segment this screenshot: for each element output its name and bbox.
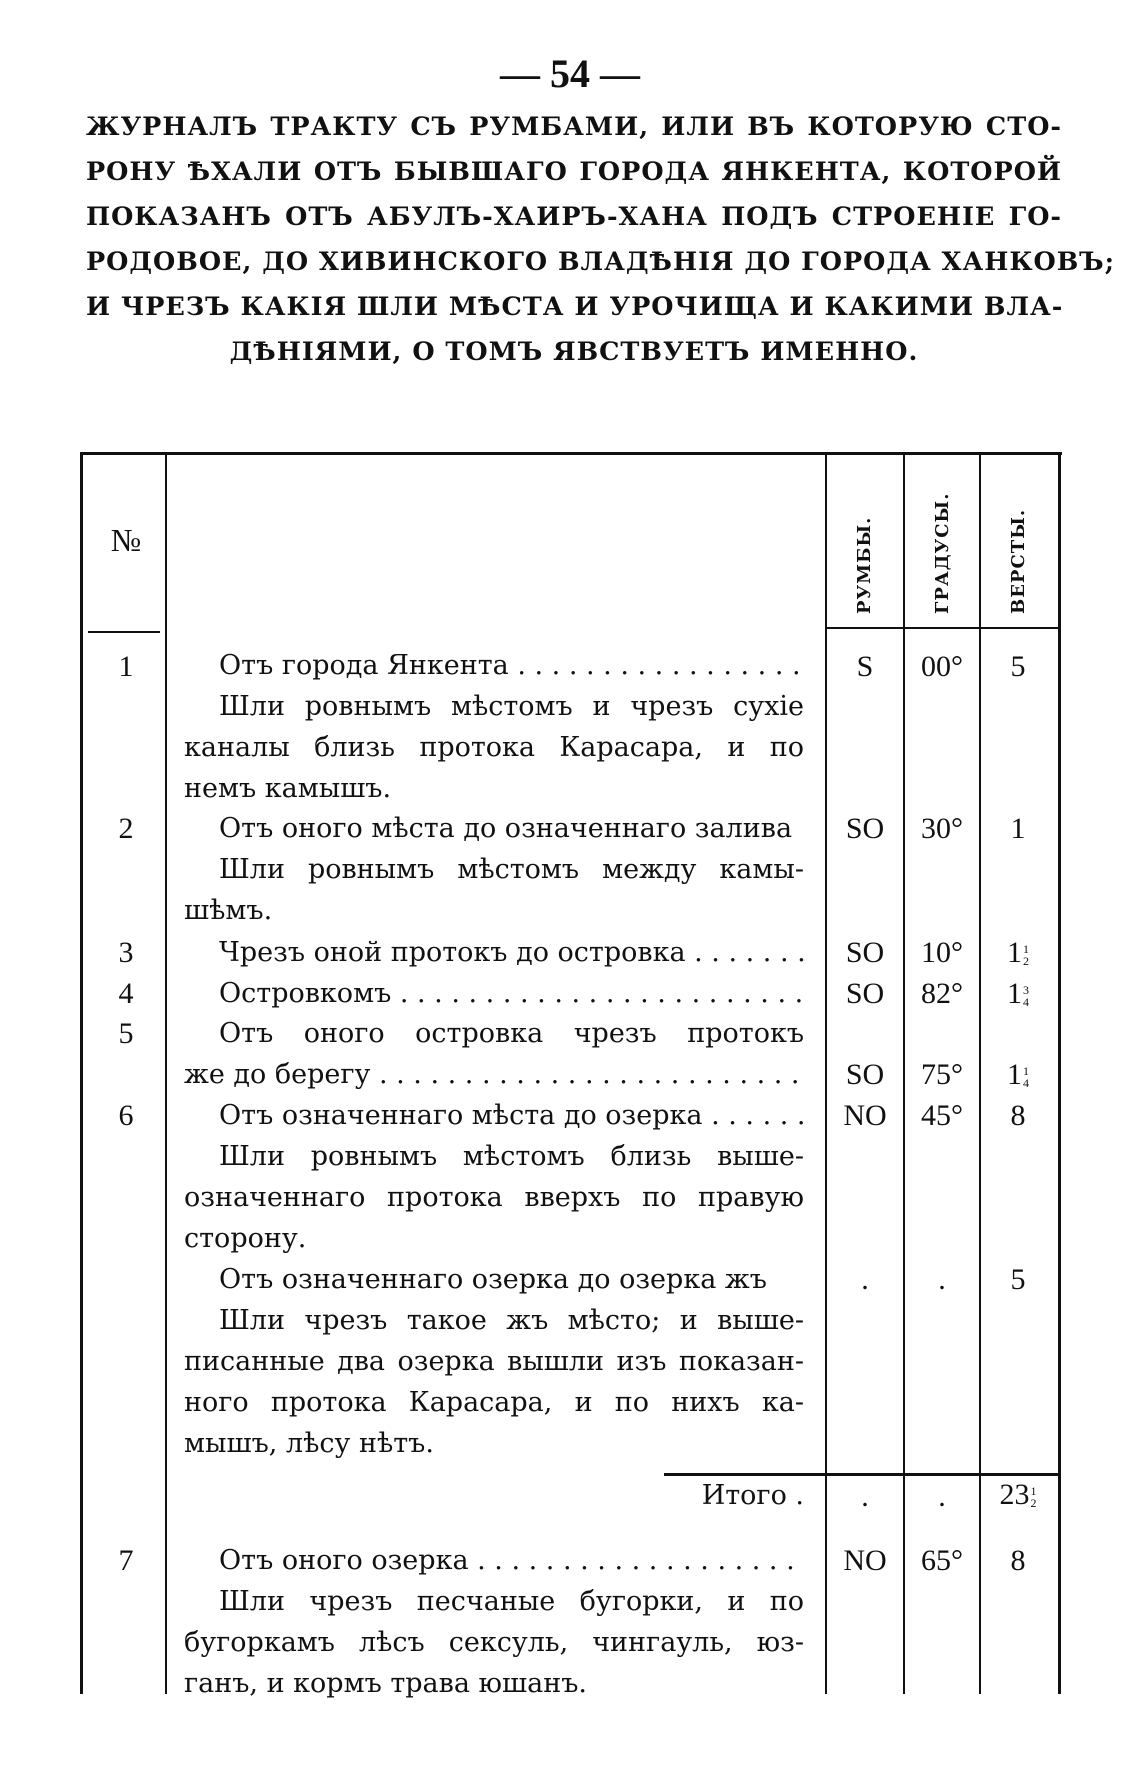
degrees-value: 45° — [921, 1099, 963, 1132]
entry-line: писанные два озерка вышли изъ показан- — [184, 1346, 804, 1377]
entry-lead: Отъ оного озерка . . . — [184, 1545, 804, 1576]
total-label: Итого . — [701, 1480, 804, 1511]
table-left-rule — [80, 452, 83, 1694]
entry-lead: Отъ означеннаго мѣста до озерка . . . — [184, 1100, 804, 1131]
degrees-value: 82° — [921, 977, 963, 1010]
header-rumb: РУМБЫ. — [854, 516, 875, 614]
header-versts: ВЕРСТЫ. — [1008, 508, 1029, 614]
degrees-value: 00° — [921, 650, 963, 683]
entry-line: Шли ровнымъ мѣстомъ между камы- — [219, 854, 804, 885]
versts-fraction: 1 4 — [1023, 1064, 1029, 1091]
versts-value: 1 1 4 — [1007, 1058, 1029, 1091]
versts-fraction: 1 2 — [1023, 942, 1029, 969]
entry-lead: Островкомъ . . . — [184, 978, 804, 1009]
degrees-value: 30° — [921, 812, 963, 845]
rumb-value: SO — [845, 936, 885, 969]
total-rumb: . — [861, 1480, 869, 1513]
versts-value: 5 — [1010, 650, 1026, 683]
versts-value: 1 — [1010, 812, 1026, 845]
entry-number: 1 — [118, 650, 134, 683]
heading-line: РОДОВОЕ, ДО ХИВИНСКОГО ВЛАДѢНІЯ ДО ГОРОДА ХАНКОВЪ; — [86, 247, 1116, 277]
rumb-value: SO — [845, 1058, 885, 1091]
entry-line: ганъ, и кормъ трава юшанъ. — [184, 1668, 587, 1699]
entry-line: мышъ, лѣсу нѣтъ. — [184, 1428, 434, 1459]
versts-fraction: 1 2 — [1030, 1484, 1037, 1511]
entry-lead: же до берегу . . . — [184, 1059, 804, 1090]
versts-fraction: 3 4 — [1023, 983, 1029, 1010]
heading-line: ЖУРНАЛЪ ТРАКТУ СЪ РУМБАМИ, ИЛИ ВЪ КОТОРУЮ СТО- — [86, 112, 1062, 142]
entry-lead: Чрезъ оной протокъ до островка . . . — [184, 937, 804, 968]
rumb-value: SO — [845, 812, 885, 845]
rumb-value: NO — [843, 1544, 887, 1577]
entry-line: Шли чрезъ песчаные бугорки, и по — [219, 1586, 804, 1617]
entry-line: Шли ровнымъ мѣстомъ близь выше- — [219, 1141, 804, 1172]
entry-line: означеннаго протока вверхъ по правую — [184, 1182, 804, 1213]
entry-line: каналы близь протока Карасара, и по — [184, 732, 804, 763]
heading-line: РОНУ ѢХАЛИ ОТЪ БЫВШАГО ГОРОДА ЯНКЕНТА, КОТОРОЙ — [86, 157, 1062, 187]
entry-line: бугоркамъ лѣсъ сексуль, чингауль, юз- — [184, 1627, 804, 1658]
entry-number: 7 — [118, 1544, 134, 1577]
header-columns-rule — [827, 627, 1059, 629]
versts-value: 8 — [1010, 1099, 1026, 1132]
versts-value: 1 3 4 — [1007, 977, 1029, 1010]
entry-number: 5 — [118, 1017, 134, 1050]
entry-line: шѣмъ. — [184, 895, 273, 926]
entry-line: немъ камышъ. — [184, 773, 392, 804]
degrees-value: 75° — [921, 1058, 963, 1091]
entry-lead: Отъ города Янкента . . . — [184, 650, 804, 681]
heading-line: ДѢНІЯМИ, О ТОМЪ ЯВСТВУЕТЪ ИМЕННО. — [229, 337, 919, 367]
entry-title: Отъ оного мѣста до означеннаго залива — [219, 813, 793, 844]
versts-value: 1 1 2 — [1007, 936, 1029, 969]
entry-number: 6 — [118, 1099, 134, 1132]
total-rule — [664, 1473, 1058, 1476]
header-number-rule — [88, 631, 160, 633]
column-rule-number — [165, 452, 167, 1694]
degrees-value: 10° — [921, 936, 963, 969]
table-top-rule — [80, 452, 1062, 455]
versts-value: 8 — [1010, 1544, 1026, 1577]
rumb-value: NO — [843, 1099, 887, 1132]
entry-number: 3 — [118, 936, 134, 969]
versts-value: 5 — [1010, 1263, 1026, 1296]
entry-line: ного протока Карасара, и по нихъ ка- — [184, 1387, 804, 1418]
degrees-value: . — [938, 1263, 946, 1296]
entry-line: Отъ оного островка чрезъ протокъ — [219, 1018, 804, 1049]
total-degrees: . — [938, 1480, 946, 1513]
heading-line: ПОКАЗАНЪ ОТЪ АБУЛЪ-ХАИРЪ-ХАНА ПОДЪ СТРОЕНІЕ ГО- — [86, 202, 1062, 232]
entry-line: Шли ровнымъ мѣстомъ и чрезъ сухіе — [219, 691, 804, 722]
header-number: № — [110, 522, 142, 558]
entry-line: сторону. — [184, 1223, 307, 1254]
rumb-value: . — [861, 1263, 869, 1296]
rumb-value: SO — [845, 977, 885, 1010]
entry-number: 2 — [118, 812, 134, 845]
degrees-value: 65° — [921, 1544, 963, 1577]
entry-number: 4 — [118, 977, 134, 1010]
entry-line: Шли чрезъ такое жъ мѣсто; и выше- — [219, 1305, 804, 1336]
total-versts: 23 1 2 — [999, 1478, 1037, 1511]
table-right-rule — [1058, 452, 1061, 1694]
header-degrees: ГРАДУСЫ. — [932, 492, 953, 614]
entry-title: Отъ означеннаго озерка до озерка жъ — [219, 1264, 767, 1295]
heading-line: И ЧРЕЗЪ КАКІЯ ШЛИ МѢСТА И УРОЧИЩА И КАКИМИ ВЛА- — [86, 292, 1064, 322]
page-number: — 54 — — [500, 51, 640, 96]
rumb-value: S — [856, 650, 874, 683]
